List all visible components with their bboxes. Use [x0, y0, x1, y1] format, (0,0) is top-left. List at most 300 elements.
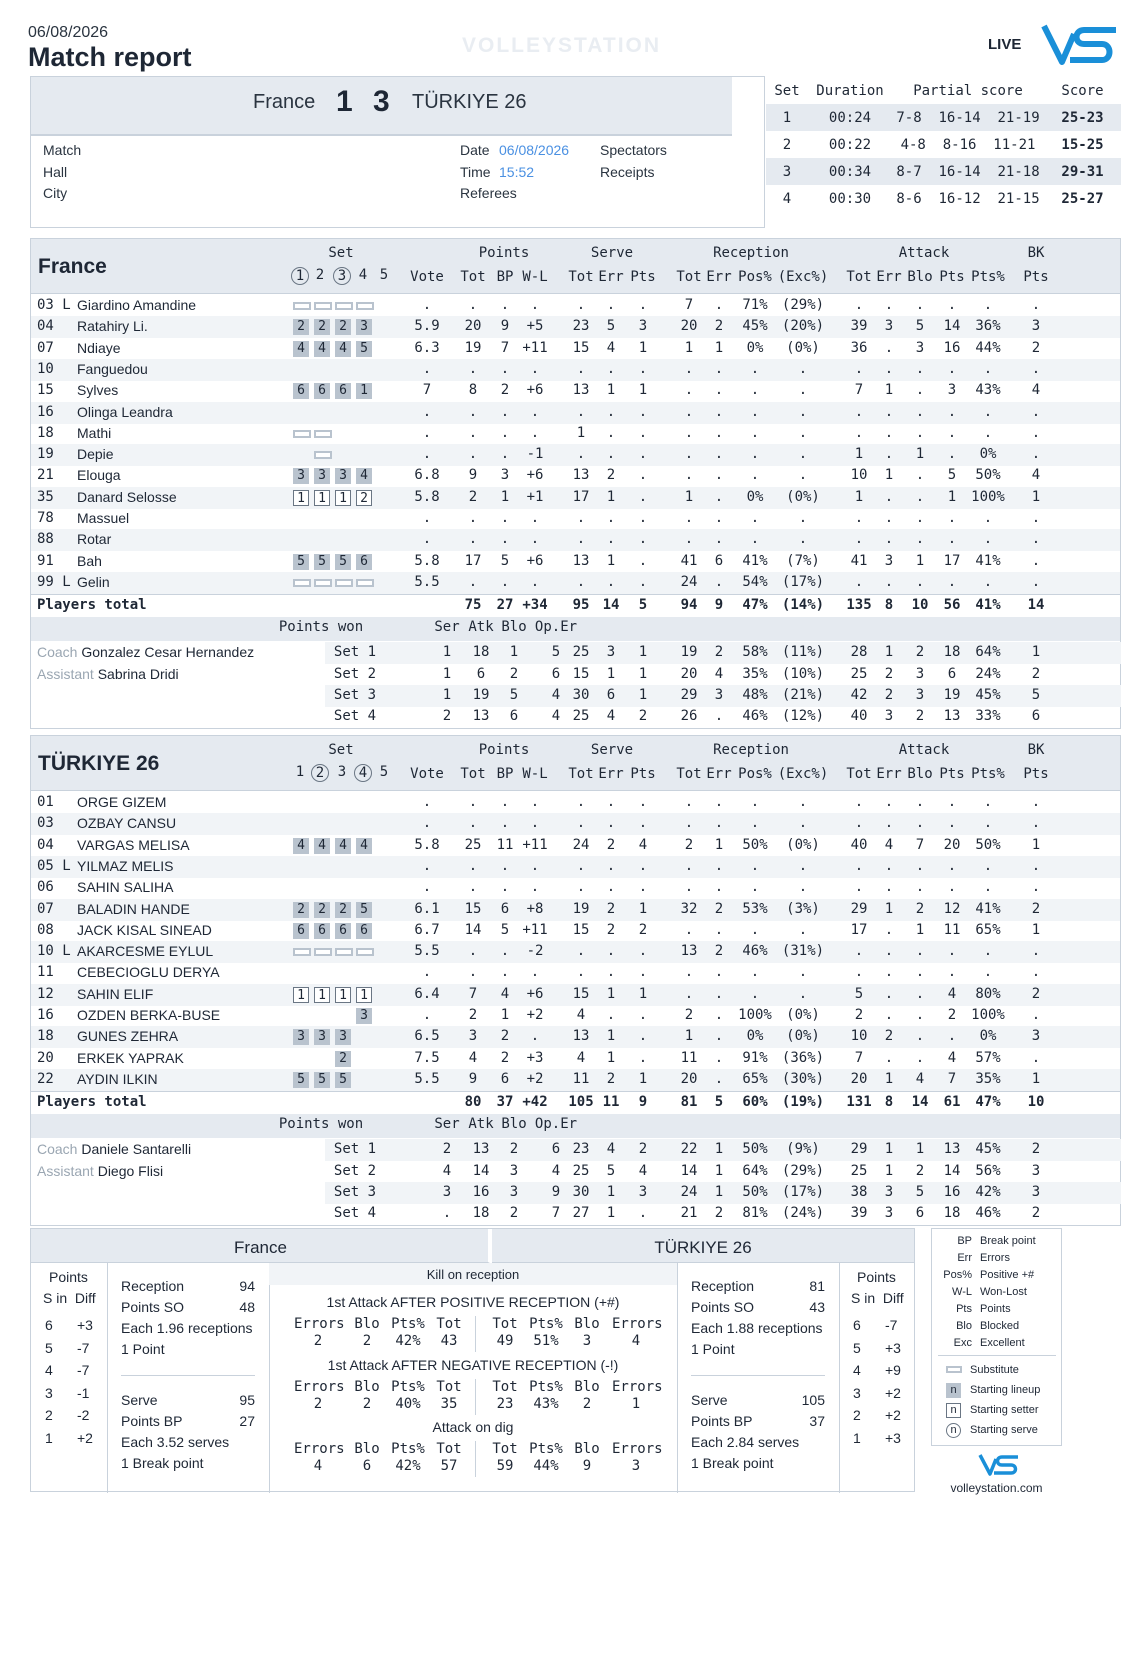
stat-cell: 12 [943, 900, 961, 917]
player-name: Danard Selosse [77, 488, 177, 505]
legend-substitute: Substitute [970, 1364, 1019, 1376]
col-header: Pos% [738, 766, 772, 782]
stat-cell: 15 [572, 985, 590, 1002]
col-head: Errors [612, 1441, 663, 1457]
stat-cell: +11 [522, 921, 548, 938]
total-cell: 131 [846, 1094, 872, 1111]
player-name: Ndiaye [77, 339, 121, 356]
legend-desc: Points [980, 1303, 1011, 1315]
set-stat-cell: 1 [638, 644, 648, 661]
stat-cell: 41 [680, 552, 698, 569]
stat-cell: . [638, 573, 648, 590]
player-name: Sylves [77, 382, 119, 399]
rotation-diff: -1 [77, 1384, 90, 1401]
stat-cell: 5.8 [414, 488, 440, 505]
set-stat-cell: 33% [975, 708, 1001, 725]
set-duration: 00:22 [828, 136, 872, 153]
stat-cell: (31%) [781, 943, 825, 960]
stat-cell: 50% [742, 836, 768, 853]
pw-header: Points won [278, 1116, 364, 1133]
pw-cell: 2 [509, 1205, 519, 1222]
player-number: 11 [37, 964, 54, 981]
set-number-header [309, 764, 331, 782]
player-row [31, 380, 1120, 402]
stat-cell: . [468, 297, 478, 313]
col-group-attack: Attack [898, 245, 950, 261]
coach-label: Coach [37, 644, 78, 661]
stat-cell: . [422, 1007, 432, 1023]
points-bp-value: 37 [809, 1413, 825, 1429]
stat-cell: 1 [500, 1007, 510, 1023]
divider [107, 1263, 108, 1493]
set-stat-cell: 3 [638, 1183, 648, 1200]
player-name: Ratahiry Li. [77, 318, 148, 335]
col-head: Blo [574, 1441, 600, 1457]
value: 42% [395, 1458, 421, 1474]
col-head: Blo [354, 1441, 380, 1457]
starting-position-slot: 4 [293, 838, 309, 854]
stat-cell: . [468, 815, 478, 832]
set-stat-cell: 3 [714, 686, 724, 703]
total-cell: 9 [638, 1094, 648, 1111]
set-stat-cell: 40 [850, 708, 868, 725]
total-cell: 61 [943, 1094, 961, 1111]
stat-cell: 13 [572, 552, 590, 569]
pw-cell: 1 [442, 644, 452, 661]
set-stat-cell: 24% [975, 665, 1001, 682]
col-header: BP [496, 269, 514, 285]
starting-position-slot: 3 [314, 1029, 330, 1045]
col-header: Err [598, 269, 624, 285]
stat-cell: . [1031, 857, 1041, 874]
stat-cell: . [468, 531, 478, 548]
stat-cell: . [854, 943, 864, 960]
legend-key: Pos% [943, 1269, 972, 1281]
site-link[interactable]: volleystation.com [950, 1481, 1043, 1495]
stat-cell: . [684, 964, 694, 981]
stat-cell: 1 [638, 382, 648, 399]
stat-cell: (29%) [781, 297, 825, 313]
stat-cell: . [606, 360, 616, 377]
divider [475, 1441, 476, 1477]
stat-cell: . [983, 943, 993, 960]
col-header: W-L [522, 269, 548, 285]
starting-position-slot: 5 [293, 554, 309, 570]
total-cell: (19%) [781, 1094, 825, 1111]
total-cell: 5 [714, 1094, 724, 1111]
stat-cell: . [500, 446, 510, 463]
stat-cell: 1 [854, 488, 864, 505]
stat-cell: . [1031, 964, 1041, 981]
stat-cell: +2 [526, 1007, 544, 1023]
stat-cell: 7 [422, 382, 432, 399]
set-stat-cell: 25 [572, 708, 590, 725]
player-row [31, 877, 1120, 899]
starting-position-slot: 6 [356, 554, 372, 570]
stat-cell: 100% [738, 1007, 772, 1023]
stat-cell: 11 [943, 921, 961, 938]
stat-cell: 3 [884, 318, 894, 335]
rotation-start: 6 [853, 1317, 861, 1333]
col-head: Blo [354, 1379, 380, 1395]
value: 2 [582, 1396, 592, 1412]
player-name: Massuel [77, 510, 130, 526]
stat-cell: 1 [915, 552, 925, 569]
rotation-start: 2 [853, 1407, 861, 1423]
total-cell: 14 [602, 597, 620, 614]
total-cell: 14 [911, 1094, 929, 1111]
col-head: Pts% [391, 1316, 425, 1332]
summary-panel [30, 1228, 915, 1492]
set-partial: 8-7 16-14 21-18 [892, 158, 1044, 185]
stat-cell: . [915, 1049, 925, 1066]
substitute-slot [314, 451, 332, 459]
set-stat-cell: 2 [884, 665, 894, 682]
set-label: Set 4 [333, 1205, 377, 1222]
set-stat-cell: 2 [638, 1141, 648, 1158]
stat-cell: . [983, 879, 993, 896]
set-stat-cell: 1 [884, 1162, 894, 1179]
total-cell: 81 [680, 1094, 698, 1111]
stat-cell: . [684, 467, 694, 484]
stat-cell: . [530, 297, 540, 313]
set-stat-cell: 3 [884, 708, 894, 725]
stat-cell: 6 [714, 552, 724, 569]
stat-cell: . [750, 921, 760, 938]
pw-cell: 2 [509, 665, 519, 682]
stat-cell: +11 [522, 836, 548, 853]
home-summary-head [31, 1229, 490, 1263]
stat-cell: 5.9 [414, 318, 440, 335]
col-header: Pts [630, 766, 656, 782]
stat-cell: (3%) [786, 900, 820, 917]
set-number: 1 [295, 764, 305, 780]
total-cell: 47% [742, 597, 768, 614]
stat-cell: . [1031, 552, 1041, 569]
pw-cell: 6 [476, 665, 486, 682]
stat-cell: . [947, 1028, 957, 1045]
col-group-set: Set [328, 245, 354, 261]
stat-cell: . [750, 467, 760, 484]
stat-cell: . [684, 424, 694, 441]
stat-cell: 41% [975, 552, 1001, 569]
one-point: 1 Point [121, 1341, 165, 1357]
pw-cell: 13 [472, 708, 490, 725]
set-stat-cell: 19 [943, 686, 961, 703]
stat-cell: . [714, 531, 724, 548]
stat-cell: 6.4 [414, 985, 440, 1002]
pw-cell: 4 [551, 1162, 561, 1179]
referees-label: Referees [460, 185, 517, 201]
stat-cell: (0%) [786, 836, 820, 853]
stat-cell: . [798, 985, 808, 1002]
stat-cell: +6 [526, 382, 544, 399]
starting-position-slot: 2 [335, 902, 351, 918]
set-stat-cell: 21 [680, 1205, 698, 1222]
players-total-label: Players total [37, 597, 147, 614]
stat-cell: . [422, 857, 432, 874]
stat-cell: 1 [884, 467, 894, 484]
stat-cell: . [500, 815, 510, 832]
player-number: 03 L [37, 297, 71, 313]
stat-cell: . [750, 815, 760, 832]
set-row [766, 158, 1121, 185]
player-row [31, 295, 1120, 317]
set-stat-cell: (12%) [781, 708, 825, 725]
starting-position-slot: 5 [293, 1072, 309, 1088]
coach-line [37, 1141, 191, 1157]
stat-cell: . [983, 964, 993, 981]
stat-cell: . [947, 573, 957, 590]
stat-cell: . [576, 815, 586, 832]
col-head: Tot [492, 1316, 518, 1332]
assistant-label: Assistant [37, 1162, 94, 1179]
stat-cell: . [915, 1028, 925, 1045]
legend-key: Blo [956, 1320, 972, 1332]
set-breakdown-row [325, 664, 1121, 686]
player-row [31, 487, 1120, 509]
set-stat-cell: 15 [572, 665, 590, 682]
stat-cell: . [638, 403, 648, 420]
set-number: 4 [358, 267, 368, 283]
starting-position-slot: 4 [356, 468, 372, 484]
stat-cell: . [606, 794, 616, 810]
stat-cell: 35% [975, 1070, 1001, 1087]
volleystation-footer-logo-icon [978, 1452, 1020, 1478]
set-stat-cell: 3 [606, 644, 616, 661]
stat-cell: . [983, 531, 993, 548]
player-number: 12 [37, 985, 54, 1002]
pw-cell: 4 [551, 708, 561, 725]
stat-cell: . [684, 446, 694, 463]
stat-cell: 13 [572, 382, 590, 399]
col-head: Tot [436, 1316, 462, 1332]
stat-cell: . [798, 467, 808, 484]
legend-key: Err [957, 1252, 972, 1264]
set-stat-cell: 2 [915, 1162, 925, 1179]
set-stat-cell: 42% [975, 1183, 1001, 1200]
player-name: OZBAY CANSU [77, 815, 177, 832]
stat-cell: 5.5 [414, 1070, 440, 1087]
stat-cell: . [1031, 1049, 1041, 1066]
stat-cell: . [1031, 573, 1041, 590]
stat-cell: 5 [947, 467, 957, 484]
starting-position-slot: 2 [293, 319, 309, 335]
each-receptions: Each 1.88 receptions [691, 1320, 823, 1336]
set-breakdown-row [325, 685, 1121, 707]
stat-cell: 11 [680, 1049, 698, 1066]
substitute-slot [335, 579, 353, 587]
player-number: 15 [37, 382, 54, 399]
col-header: (Exc%) [777, 269, 829, 285]
stat-cell: . [576, 573, 586, 590]
col-header: Tot [568, 766, 594, 782]
stat-cell: . [530, 510, 540, 526]
total-cell: 95 [572, 597, 590, 614]
stat-cell: 39 [850, 318, 868, 335]
stat-cell: 23 [572, 318, 590, 335]
col-header: Tot [676, 269, 702, 285]
col-head: Errors [294, 1441, 345, 1457]
player-row [31, 508, 1120, 530]
set-score: 29-31 [1044, 158, 1121, 185]
rotation-diff: -7 [885, 1317, 898, 1333]
col-header: Pts% [971, 269, 1005, 285]
starting-lineup-icon: n [946, 1383, 961, 1398]
total-cell: 9 [714, 597, 724, 614]
stat-cell: 41% [742, 552, 768, 569]
stat-cell: (7%) [786, 552, 820, 569]
total-cell: 56 [943, 597, 961, 614]
stat-cell: 0% [746, 1028, 764, 1045]
value: 43 [440, 1333, 458, 1349]
set-stat-cell: 42 [850, 686, 868, 703]
player-number: 04 [37, 836, 54, 853]
player-number: 21 [37, 467, 54, 484]
stat-cell: . [638, 1028, 648, 1045]
col-group-points: Points [478, 245, 530, 261]
stat-cell: +1 [526, 488, 544, 505]
set-stat-cell: 2 [1031, 1205, 1041, 1222]
stat-cell: . [854, 360, 864, 377]
col-head: Tot [436, 1379, 462, 1395]
value: 44% [533, 1458, 559, 1474]
col-header: Pts [939, 766, 965, 782]
stat-cell: . [915, 403, 925, 420]
stat-cell: . [714, 297, 724, 313]
stat-cell: 4 [468, 1049, 478, 1066]
stat-cell: 2 [500, 382, 510, 399]
stat-cell: 6 [500, 1070, 510, 1087]
stat-cell: . [750, 446, 760, 463]
starting-position-slot: 3 [293, 468, 309, 484]
stat-cell: 2 [714, 943, 724, 960]
attack-block-title: 1st Attack AFTER POSITIVE RECEPTION (+#) [326, 1294, 620, 1310]
set-label: Set 4 [333, 708, 377, 725]
stat-cell: . [422, 879, 432, 896]
stat-cell: . [798, 815, 808, 832]
pw-cell: 13 [472, 1141, 490, 1158]
sets-col-partial: Partial score [913, 83, 1023, 99]
stat-cell: . [884, 943, 894, 960]
stat-cell: . [915, 360, 925, 377]
set-partial: 7-8 16-14 21-19 [892, 104, 1044, 131]
stat-cell: 0% [746, 488, 764, 505]
set-stat-cell: 25 [572, 644, 590, 661]
stat-cell: . [530, 964, 540, 981]
stat-cell: 2 [714, 318, 724, 335]
stat-cell: 2 [606, 921, 616, 938]
legend-key: BP [957, 1235, 972, 1247]
each-serves: Each 3.52 serves [121, 1434, 230, 1450]
stat-cell: 2 [684, 1007, 694, 1023]
value: 6 [362, 1458, 372, 1474]
stat-cell: . [468, 573, 478, 590]
pw-cell: 3 [442, 1183, 452, 1200]
set-stat-cell: 6 [947, 665, 957, 682]
stat-cell: . [854, 964, 864, 981]
set-stat-cell: 6 [606, 686, 616, 703]
starting-position-slot: 4 [293, 341, 309, 357]
substitute-slot [293, 430, 311, 438]
starting-position-slot: 3 [335, 1029, 351, 1045]
stat-cell: . [468, 794, 478, 810]
player-number: 88 [37, 531, 54, 548]
stat-cell: . [854, 573, 864, 590]
players-total-label: Players total [37, 1094, 147, 1111]
stat-cell: 1 [854, 446, 864, 463]
set-label: Set 2 [333, 665, 377, 682]
stat-cell: . [606, 815, 616, 832]
set-breakdown-row [325, 1139, 1121, 1161]
stat-cell: . [606, 446, 616, 463]
stat-cell: . [422, 794, 432, 810]
player-name: GUNES ZEHRA [77, 1028, 179, 1045]
divider [677, 1263, 678, 1493]
stat-cell: 1 [884, 1070, 894, 1087]
stat-cell: 65% [742, 1070, 768, 1087]
set-stat-cell: 1 [606, 1205, 616, 1222]
value: 49 [496, 1333, 514, 1349]
set-stat-cell: 29 [680, 686, 698, 703]
stat-cell: 4 [606, 339, 616, 356]
stat-cell: . [750, 985, 760, 1002]
stat-cell: 50% [975, 836, 1001, 853]
stat-cell: . [750, 403, 760, 420]
value: 40% [395, 1396, 421, 1412]
stat-cell: 20 [680, 318, 698, 335]
stat-cell: 7 [854, 382, 864, 399]
set-duration: 00:24 [808, 104, 892, 131]
col-group-serve: Serve [590, 245, 634, 261]
stat-cell: +5 [526, 318, 544, 335]
pw-cell: . [442, 1205, 452, 1222]
set-breakdown-row [325, 1161, 1121, 1183]
points-won-header [31, 617, 1120, 641]
stat-cell: . [854, 531, 864, 548]
set-stat-cell: 1 [884, 1141, 894, 1158]
stat-cell: . [983, 297, 993, 313]
stat-cell: . [500, 573, 510, 590]
starting-setter-slot: 1 [314, 987, 330, 1003]
divider [475, 1379, 476, 1415]
stat-cell: 4 [947, 985, 957, 1002]
set-number-header [309, 267, 331, 283]
stat-cell: . [915, 815, 925, 832]
set-stat-cell: (10%) [781, 665, 825, 682]
stat-cell: . [684, 857, 694, 874]
col-header: W-L [522, 766, 548, 782]
set-stat-cell: (24%) [781, 1205, 825, 1222]
pw-cell: 5 [551, 644, 561, 661]
stat-cell: . [983, 857, 993, 874]
stat-cell: 29 [850, 900, 868, 917]
starting-setter-slot: 1 [293, 987, 309, 1003]
pw-cell: 18 [472, 644, 490, 661]
pw-header: Blo [501, 1116, 527, 1133]
player-number: 20 [37, 1049, 54, 1066]
player-row [31, 1048, 1120, 1070]
stat-cell: . [884, 446, 894, 463]
stat-cell: . [714, 1007, 724, 1023]
set-number-header [373, 764, 395, 780]
stat-cell: . [606, 857, 616, 874]
set-stat-cell: 56% [975, 1162, 1001, 1179]
stat-cell: 1 [638, 900, 648, 917]
set-stat-cell: 1 [638, 686, 648, 703]
stat-cell: . [915, 1007, 925, 1023]
stat-cell: 100% [971, 1007, 1005, 1023]
